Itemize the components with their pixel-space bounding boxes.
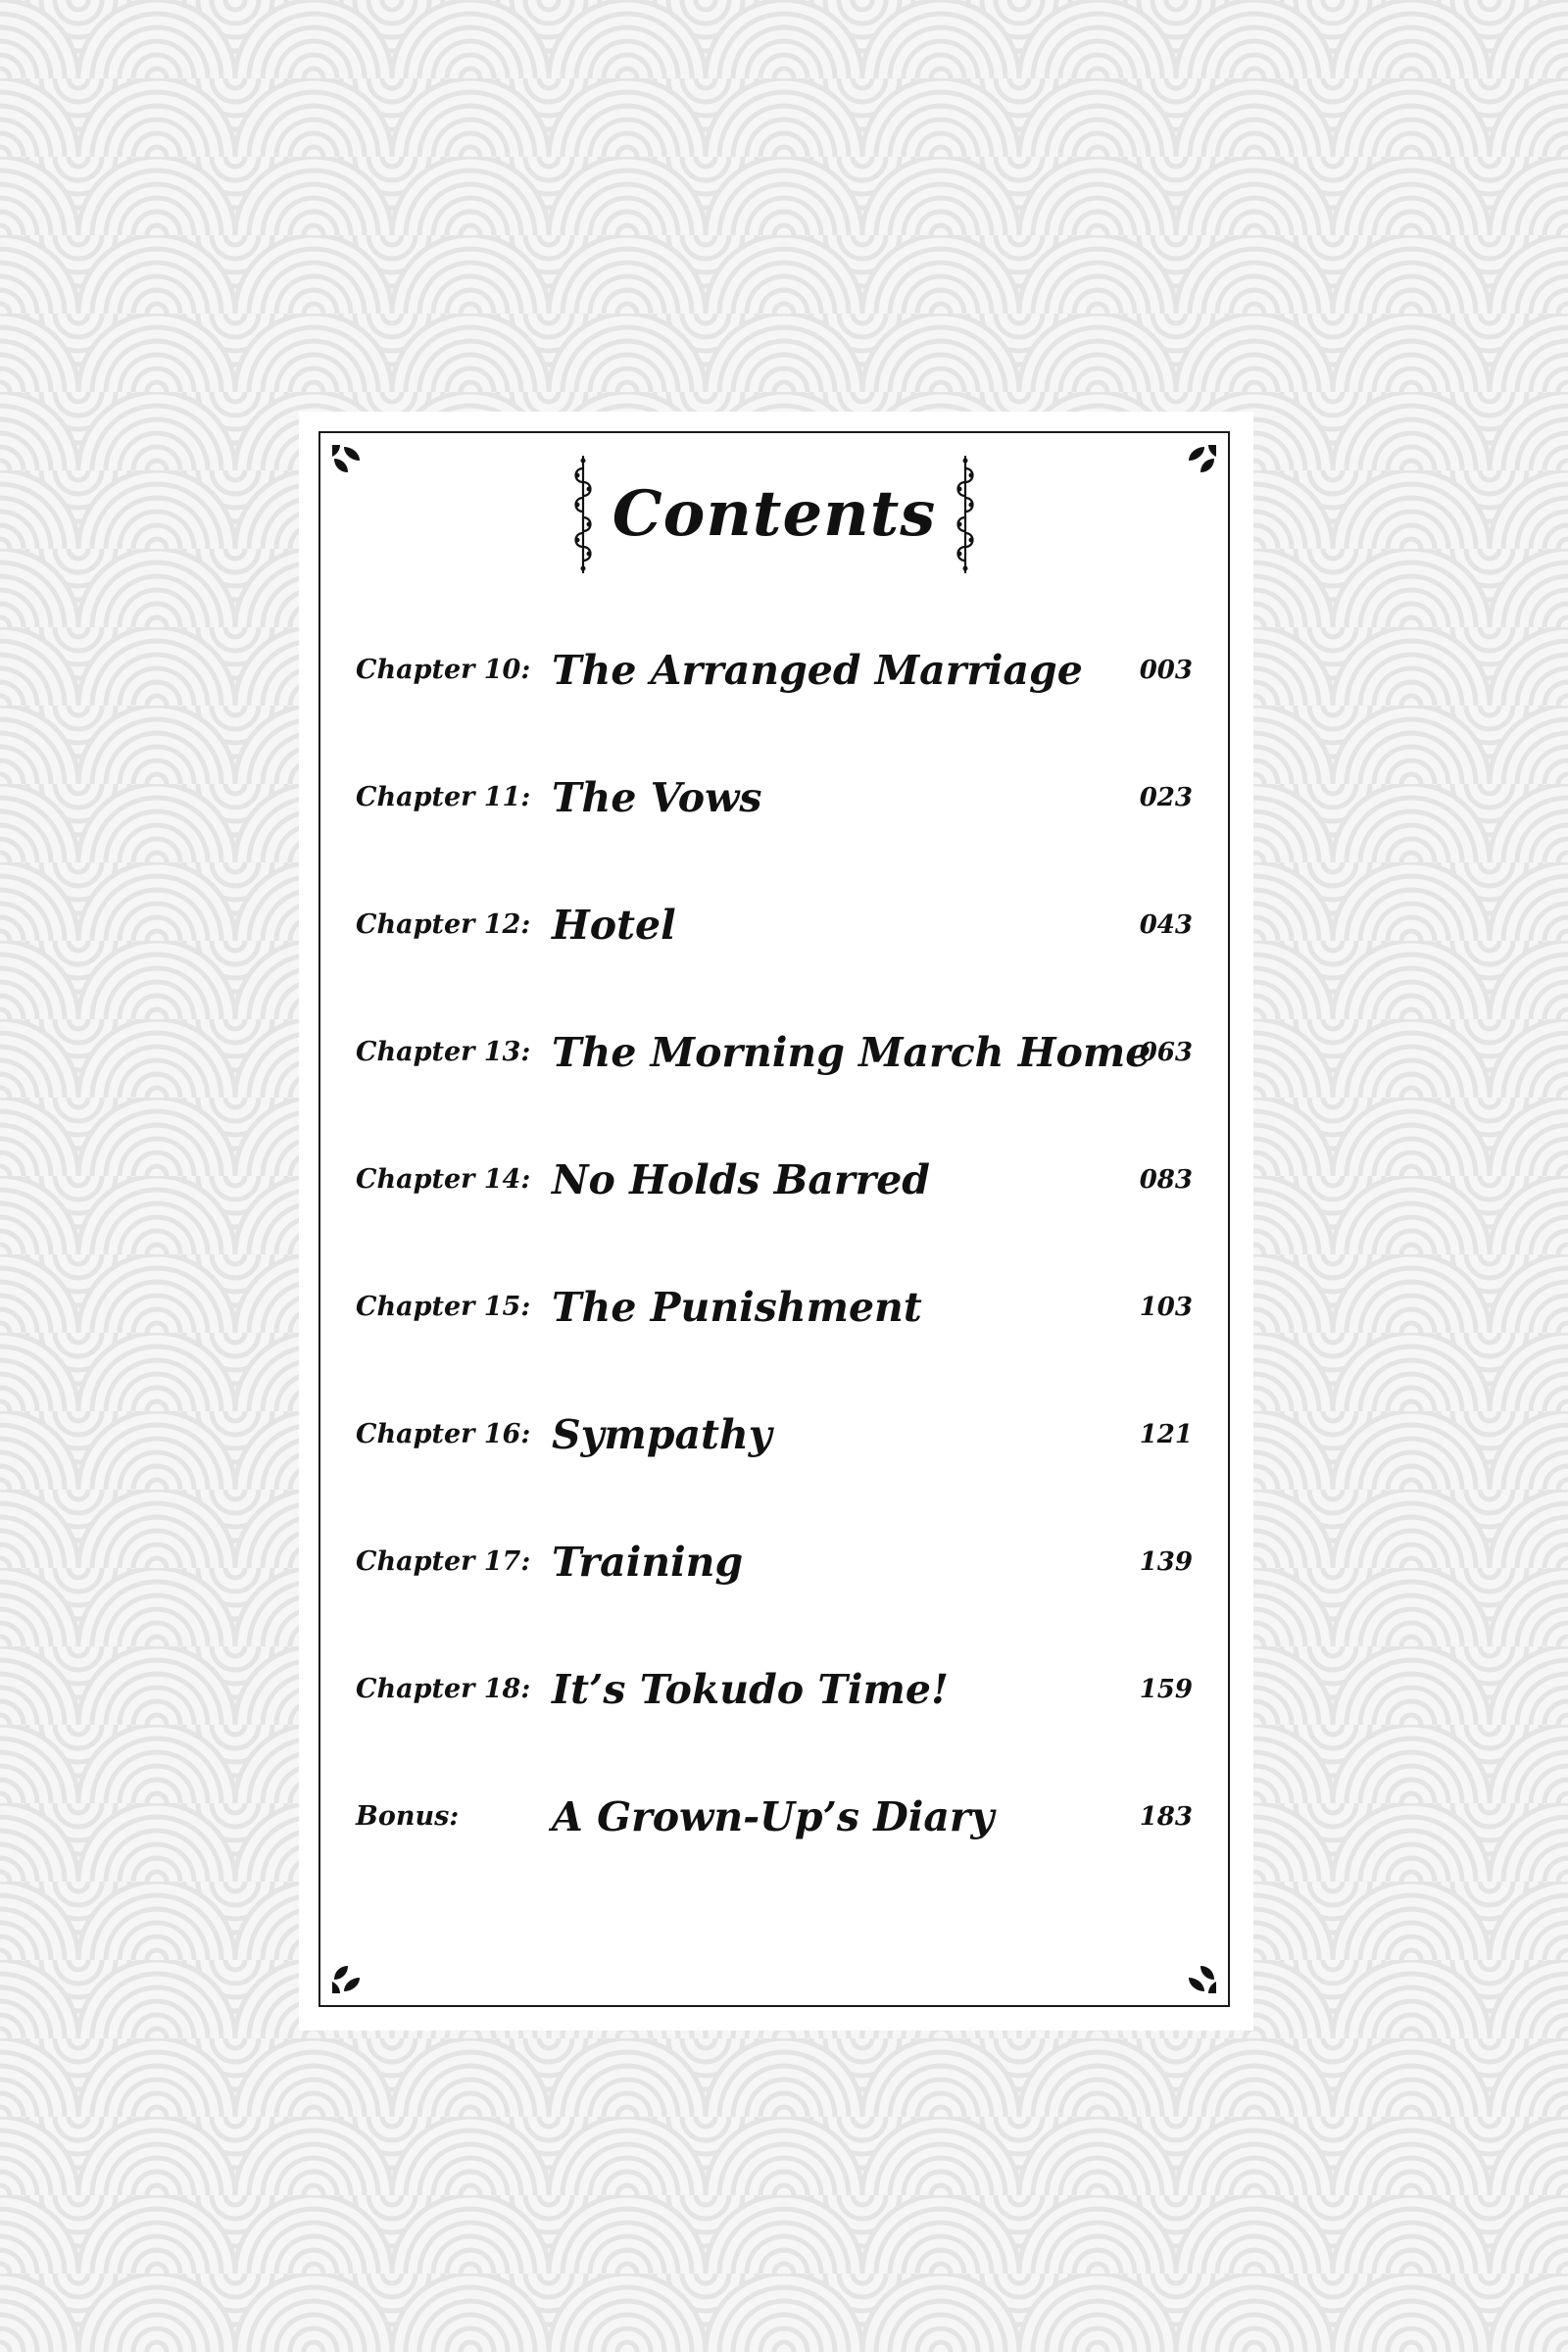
contents-list bbox=[320, 641, 1228, 1915]
toc-entry bbox=[320, 768, 1228, 896]
chapter-title: The Punishment bbox=[552, 1284, 922, 1331]
chapter-label: Chapter 11: bbox=[356, 782, 531, 812]
page-number: 083 bbox=[1139, 1165, 1193, 1195]
chapter-label: Chapter 15: bbox=[356, 1292, 531, 1322]
chapter-title: Hotel bbox=[552, 902, 676, 949]
chapter-label: Chapter 14: bbox=[356, 1164, 531, 1195]
page-number: 023 bbox=[1139, 783, 1193, 812]
chapter-title: Sympathy bbox=[552, 1411, 772, 1458]
page-number: 121 bbox=[1139, 1420, 1193, 1449]
chapter-label: Chapter 10: bbox=[356, 655, 531, 685]
toc-entry bbox=[320, 896, 1228, 1023]
chapter-label: Chapter 18: bbox=[356, 1674, 531, 1704]
chapter-label: Chapter 16: bbox=[356, 1419, 531, 1449]
toc-entry bbox=[320, 1533, 1228, 1660]
title-row bbox=[320, 451, 1228, 578]
chapter-label: Chapter 13: bbox=[356, 1037, 531, 1067]
chapter-label: Chapter 17: bbox=[356, 1546, 531, 1577]
page-number: 159 bbox=[1139, 1675, 1193, 1704]
leaf-corner-ornament-icon bbox=[1185, 1962, 1218, 1995]
toc-entry bbox=[320, 1023, 1228, 1151]
chapter-title: The Arranged Marriage bbox=[552, 647, 1083, 694]
chapter-title: Training bbox=[552, 1539, 744, 1586]
page-number: 103 bbox=[1139, 1293, 1193, 1322]
chapter-label: Chapter 12: bbox=[356, 909, 531, 940]
chapter-title: The Vows bbox=[552, 774, 762, 821]
page-number: 003 bbox=[1139, 656, 1193, 685]
scroll-flourish-icon bbox=[952, 455, 979, 574]
bonus-title: A Grown-Up’s Diary bbox=[552, 1793, 995, 1840]
page-number: 043 bbox=[1139, 910, 1193, 940]
chapter-title: No Holds Barred bbox=[552, 1156, 930, 1203]
toc-entry bbox=[320, 1278, 1228, 1405]
page-number: 139 bbox=[1139, 1547, 1193, 1577]
toc-entry bbox=[320, 1151, 1228, 1278]
contents-frame bbox=[318, 431, 1230, 2007]
page-title: Contents bbox=[612, 477, 937, 551]
page-number: 063 bbox=[1139, 1038, 1193, 1067]
chapter-title: The Morning March Home bbox=[552, 1029, 1152, 1076]
leaf-corner-ornament-icon bbox=[330, 1962, 364, 1995]
toc-entry bbox=[320, 1660, 1228, 1788]
toc-entry bbox=[320, 641, 1228, 768]
page-number: 183 bbox=[1139, 1802, 1193, 1832]
toc-entry bbox=[320, 1788, 1228, 1915]
chapter-title: It’s Tokudo Time! bbox=[552, 1666, 949, 1713]
toc-entry bbox=[320, 1405, 1228, 1533]
bonus-label: Bonus: bbox=[356, 1801, 460, 1832]
contents-panel bbox=[299, 412, 1253, 2031]
scroll-flourish-icon bbox=[569, 455, 597, 574]
